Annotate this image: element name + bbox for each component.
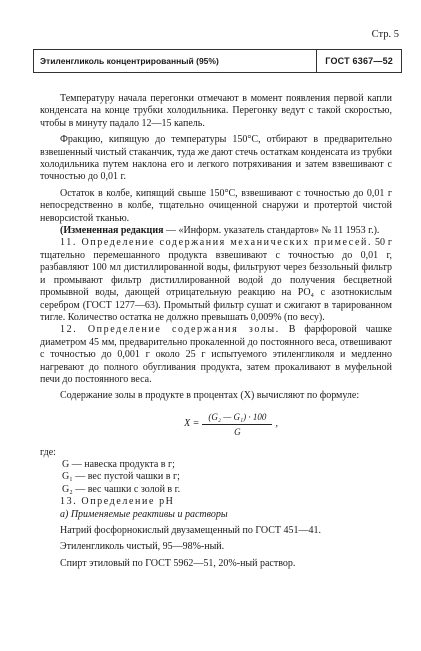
legend-item: G₁ — вес пустой чашки в г;	[62, 471, 180, 483]
section-11-heading: 11. Определение содержания механических примесей.	[60, 237, 373, 249]
section-13-heading: 13. Определение pH	[60, 496, 175, 508]
paragraph-distillation-start: Температуру начала перегонки отмечают в момент появления первой капли конденсата на конце трубки холодильника. Перегонку ведут с такой скоростью, чтобы в минуту падало 12—15 капель.	[40, 93, 392, 129]
paragraph-formula-intro: Содержание золы в продукте в процентах (X) вычисляют по формуле:	[60, 390, 360, 402]
ash-formula	[70, 411, 392, 439]
paragraph-fraction-150: Фракцию, кипящую до температуры 150°С, отбирают в предварительно взвешенный чистый стаканчик, туда же дают стечь остаткам конденсата из трубки холодильника путем наклона его и легкого потряхивания и затем взвешивают с точностью до 0,01 г.	[40, 134, 393, 183]
amendment-source: — «Информ. указатель стандартов» № 11 1953 г.).	[163, 225, 380, 237]
section-12-text: В фарфоровой чашке диаметром 45 мм, предварительно прокаленной до постоянного веса, отвешивают с точностью до 0,001 г около 25 г испытуемого этиленгликоля и медленно нагревают до полного обугливания продукта, затем прокаливают в муфельной печи до постоянного веса.	[40, 324, 392, 385]
section-12-ash-content	[40, 324, 392, 386]
legend-item: G — навеска продукта в г;	[62, 458, 175, 470]
header-title: Этиленгликоль концентрированный (95%)	[40, 56, 219, 66]
reagent-ethanol: Спирт этиловый по ГОСТ 5962—51, 20%-ный раствор.	[60, 557, 296, 569]
page-number: Стр. 5	[371, 29, 399, 40]
amendment-label: (Измененная редакция	[60, 225, 164, 237]
document-header	[33, 49, 402, 73]
formula-legend	[62, 459, 392, 496]
header-gost-number: ГОСТ 6367—52	[316, 50, 401, 72]
paragraph-amendment	[40, 225, 392, 237]
reagent-sodium-phosphate: Натрий фосфорнокислый двузамещенный по ГОСТ 451—41.	[60, 525, 321, 536]
section-11-mechanical-impurities	[40, 237, 392, 324]
legend-where: где:	[40, 446, 56, 458]
formula-fraction	[202, 411, 272, 439]
section-13-subheading: а) Применяемые реактивы и растворы	[60, 508, 228, 520]
formula-numerator: (G₂ — G₁) · 100	[202, 411, 272, 425]
legend-item: G₂ — вес чашки с золой в г.	[62, 483, 181, 495]
formula-denominator: G	[234, 427, 241, 438]
reagent-ethylene-glycol: Этиленгликоль чистый, 95—98%-ный.	[60, 541, 225, 553]
section-12-heading: 12. Определение содержания золы.	[60, 324, 280, 336]
document-body	[40, 93, 392, 570]
formula-tail: ,	[275, 418, 278, 430]
paragraph-residue: Остаток в колбе, кипящий свыше 150°С, взвешивают с точностью до 0,01 г непосредственно в колбе, тщательно очищенной снаружи и протертой чистой неворсистой тканью.	[40, 187, 392, 224]
section-11-text: 50 г тщательно перемешанного продукта взвешивают с точностью до 0,01 г, разбавляют 100 мл дистиллированной воды, фильтруют через беззольный фильтр и промывают фильтр дистиллированной водой до получения бесцветной промывной воды, дающей отрицательную реакцию на PO₄ с азотнокислым серебром (ГОСТ 1277—63). Промытый фильтр сушат и сжигают в тарированном тигле. Количество остатка не должно превышать 0,009% (по весу).	[40, 237, 392, 323]
formula-lhs: X =	[184, 418, 200, 430]
